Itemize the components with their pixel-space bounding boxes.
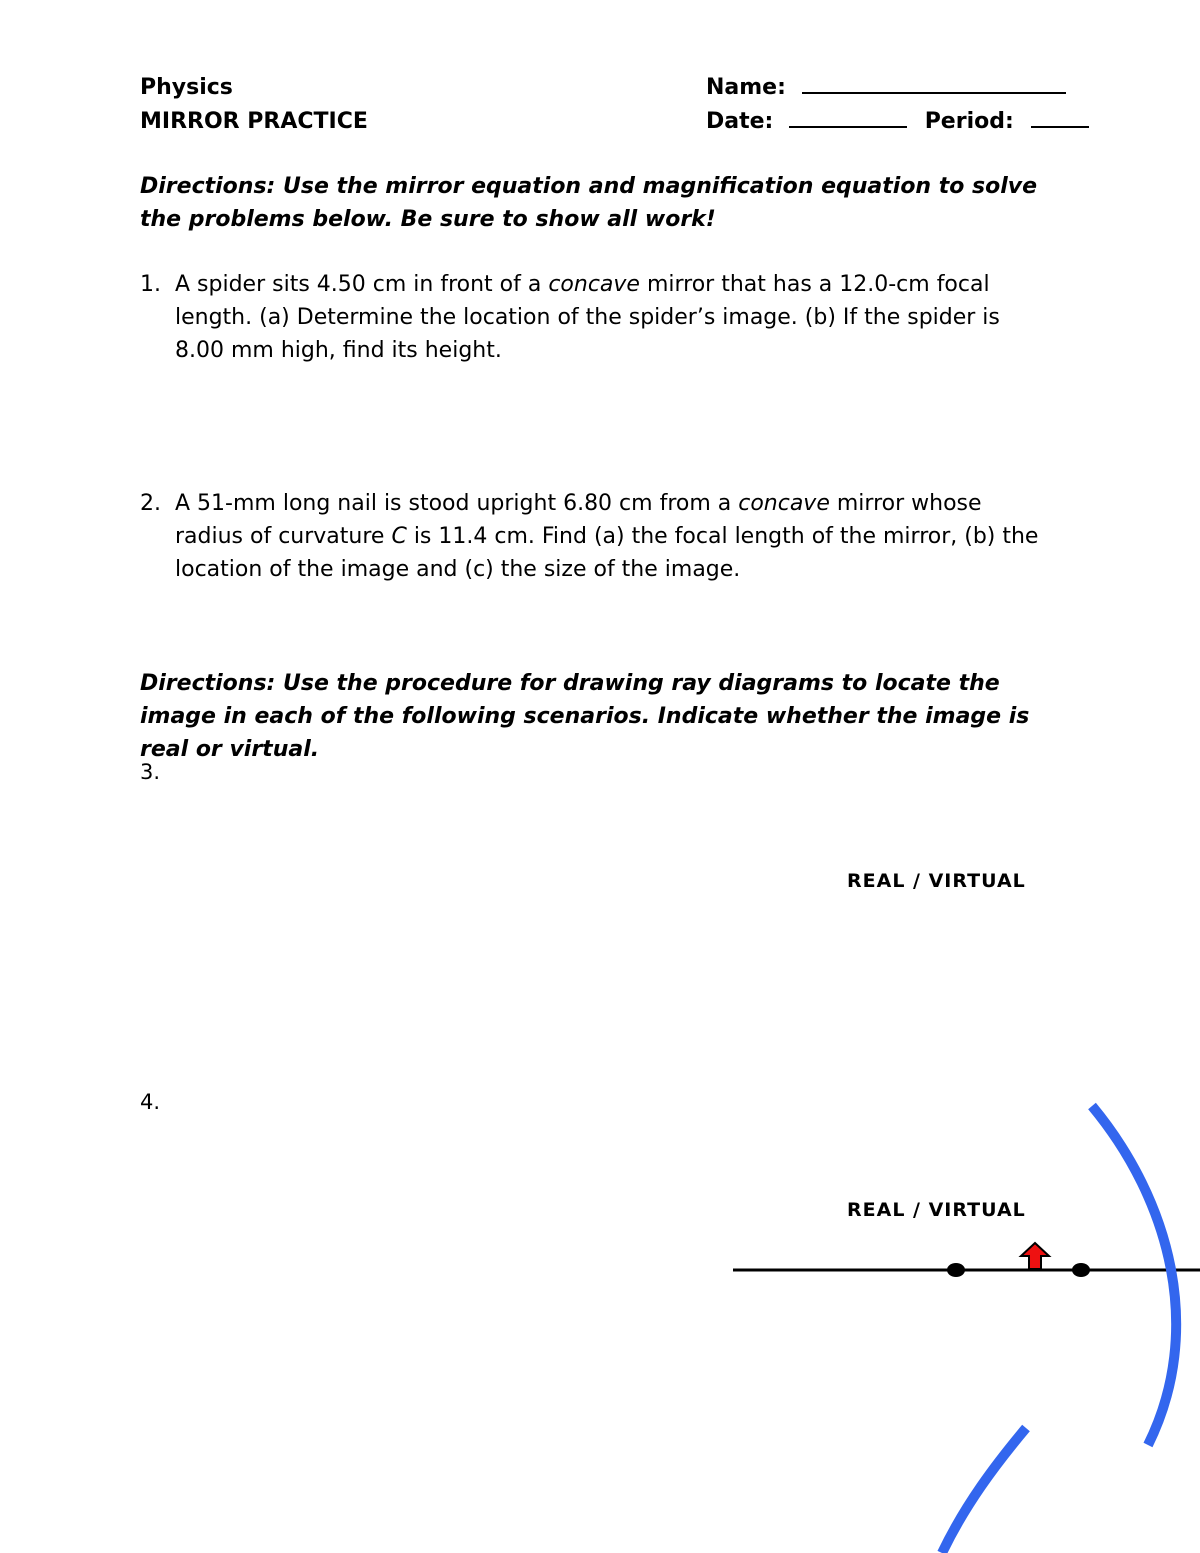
problem-text: A spider sits 4.50 cm in front of a concave mirror that has a 12.0-cm focal length. (a) Determine the location of the spider’s image. (b) If the spider is 8.00 mm high, find its height. bbox=[175, 272, 1000, 363]
problem-number: 2. bbox=[140, 491, 161, 516]
concave-mirror-upper bbox=[1092, 1106, 1176, 1445]
question-4-number: 4. bbox=[140, 1090, 161, 1114]
question-4-real-virtual[interactable]: REAL / VIRTUAL bbox=[847, 1199, 1026, 1221]
worksheet-title: MIRROR PRACTICE bbox=[140, 109, 368, 134]
name-label: Name: bbox=[706, 75, 786, 100]
question-3-number: 3. bbox=[140, 760, 161, 784]
problem-text: A 51-mm long nail is stood upright 6.80 cm from a concave mirror whose radius of curvature C is 11.4 cm. Find (a) the focal length of the mirror, (b) the location of the image and (c) the size of the image. bbox=[175, 491, 1039, 582]
period-label: Period: bbox=[924, 109, 1014, 134]
directions-equations: Directions: Use the mirror equation and magnification equation to solve the problems below. Be sure to show all work! bbox=[140, 174, 1038, 232]
center-of-curvature-point bbox=[947, 1263, 965, 1277]
concave-mirror-lower bbox=[942, 1428, 1026, 1553]
question-3-real-virtual[interactable]: REAL / VIRTUAL bbox=[847, 870, 1026, 892]
object-arrow bbox=[1021, 1243, 1049, 1269]
date-label: Date: bbox=[706, 109, 774, 134]
directions-ray-diagrams: Directions: Use the procedure for drawing ray diagrams to locate the image in each of the following scenarios. Indicate whether the image is real or virtual. bbox=[140, 671, 1030, 762]
subject-label: Physics bbox=[140, 75, 233, 100]
focal-point bbox=[1072, 1263, 1090, 1277]
problem-number: 1. bbox=[140, 272, 161, 297]
